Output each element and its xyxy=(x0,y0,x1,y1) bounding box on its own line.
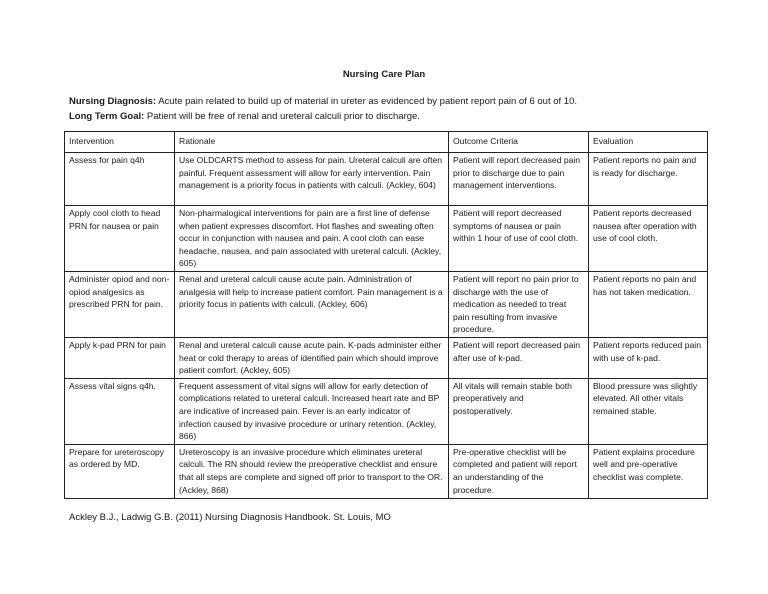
rationale-cell: Use OLDCARTS method to assess for pain. Ureteral calculi are often painful. Frequent assessment will allow for early intervention. Pain management is a priority focus in patients with calculi. (Ackley, 604) xyxy=(175,153,449,206)
evaluation-cell: Patient explains procedure well and pre-operative checklist was complete. xyxy=(589,444,708,498)
rationale-cell: Renal and ureteral calculi cause acute pain. K-pads administer either heat or cold therapy to areas of identified pain which should improve patient comfort. (Ackley, 605) xyxy=(175,337,449,378)
nursing-diagnosis-text: Acute pain related to build up of material in ureter as evidenced by patient report pain of 6 out of 10. xyxy=(156,96,578,107)
table-row xyxy=(65,378,708,444)
outcome-cell: Patient will report decreased pain after use of k-pad. xyxy=(449,337,589,378)
intervention-cell: Apply cool cloth to head PRN for nausea or pain xyxy=(65,206,175,272)
outcome-cell: Patient will report no pain prior to discharge with the use of medication as needed to treat pain resulting from invasive procedure. xyxy=(449,271,589,337)
nursing-diagnosis xyxy=(69,96,577,107)
evaluation-cell: Patient reports no pain and is ready for discharge. xyxy=(589,153,708,206)
header-rationale: Rationale xyxy=(175,132,449,153)
evaluation-cell: Blood pressure was slightly elevated. All other vitals remained stable. xyxy=(589,378,708,444)
evaluation-cell: Patient reports reduced pain with use of k-pad. xyxy=(589,337,708,378)
long-term-goal-label: Long Term Goal: xyxy=(69,111,145,122)
rationale-cell: Frequent assessment of vital signs will allow for early detection of complications related to ureteral calculi. Increased heart rate and BP are indicative of increased pain. Fever is an early indicator of infection caused by invasive procedure or urinary retention. (Ackley, 866) xyxy=(175,378,449,444)
outcome-cell: Pre-operative checklist will be completed and patient will report an understanding of the procedure. xyxy=(449,444,589,498)
evaluation-cell: Patient reports decreased nausea after operation with use of cool cloth. xyxy=(589,206,708,272)
header-intervention: Intervention xyxy=(65,132,175,153)
intervention-cell: Prepare for ureteroscopy as ordered by MD. xyxy=(65,444,175,498)
outcome-cell: Patient will report decreased symptoms of nausea or pain within 1 hour of use of cool cloth. xyxy=(449,206,589,272)
care-plan-table xyxy=(64,131,708,499)
outcome-cell: Patient will report decreased pain prior to discharge due to pain management interventions. xyxy=(449,153,589,206)
table-row xyxy=(65,444,708,498)
table-row xyxy=(65,271,708,337)
table-row xyxy=(65,153,708,206)
reference-citation: Ackley B.J., Ladwig G.B. (2011) Nursing Diagnosis Handbook. St. Louis, MO xyxy=(69,512,391,523)
long-term-goal-text: Patient will be free of renal and ureteral calculi prior to discharge. xyxy=(144,111,420,122)
intervention-cell: Administer opiod and non-opiod analgesics as prescribed PRN for pain. xyxy=(65,271,175,337)
header-evaluation: Evaluation xyxy=(589,132,708,153)
outcome-cell: All vitals will remain stable both preoperatively and postoperatively. xyxy=(449,378,589,444)
nursing-diagnosis-label: Nursing Diagnosis: xyxy=(69,96,157,107)
intervention-cell: Assess vital signs q4h. xyxy=(65,378,175,444)
page-title: Nursing Care Plan xyxy=(342,69,426,80)
intervention-cell: Assess for pain q4h xyxy=(65,153,175,206)
rationale-cell: Non-pharmalogical interventions for pain are a first line of defense when patient expresses discomfort. Hot flashes and sweating often occur in conjunction with nausea and pain. A cool cloth can ease headache, nausea, and pain associated with ureteral calculi. (Ackley, 605) xyxy=(175,206,449,272)
rationale-cell: Ureteroscopy is an invasive procedure which eliminates ureteral calculi. The RN should review the preoperative checklist and ensure that all steps are complete and signed off prior to transport to the OR. (Ackley, 868) xyxy=(175,444,449,498)
long-term-goal xyxy=(69,111,420,122)
evaluation-cell: Patient reports no pain and has not taken medication. xyxy=(589,271,708,337)
table-row xyxy=(65,337,708,378)
rationale-cell: Renal and ureteral calculi cause acute pain. Administration of analgesia will help to increase patient comfort. Pain management is a priority focus in patients with calculi. (Ackley, 606) xyxy=(175,271,449,337)
table-header-row xyxy=(65,132,708,153)
intervention-cell: Apply k-pad PRN for pain xyxy=(65,337,175,378)
table-row xyxy=(65,206,708,272)
header-outcome-criteria: Outcome Criteria xyxy=(449,132,589,153)
